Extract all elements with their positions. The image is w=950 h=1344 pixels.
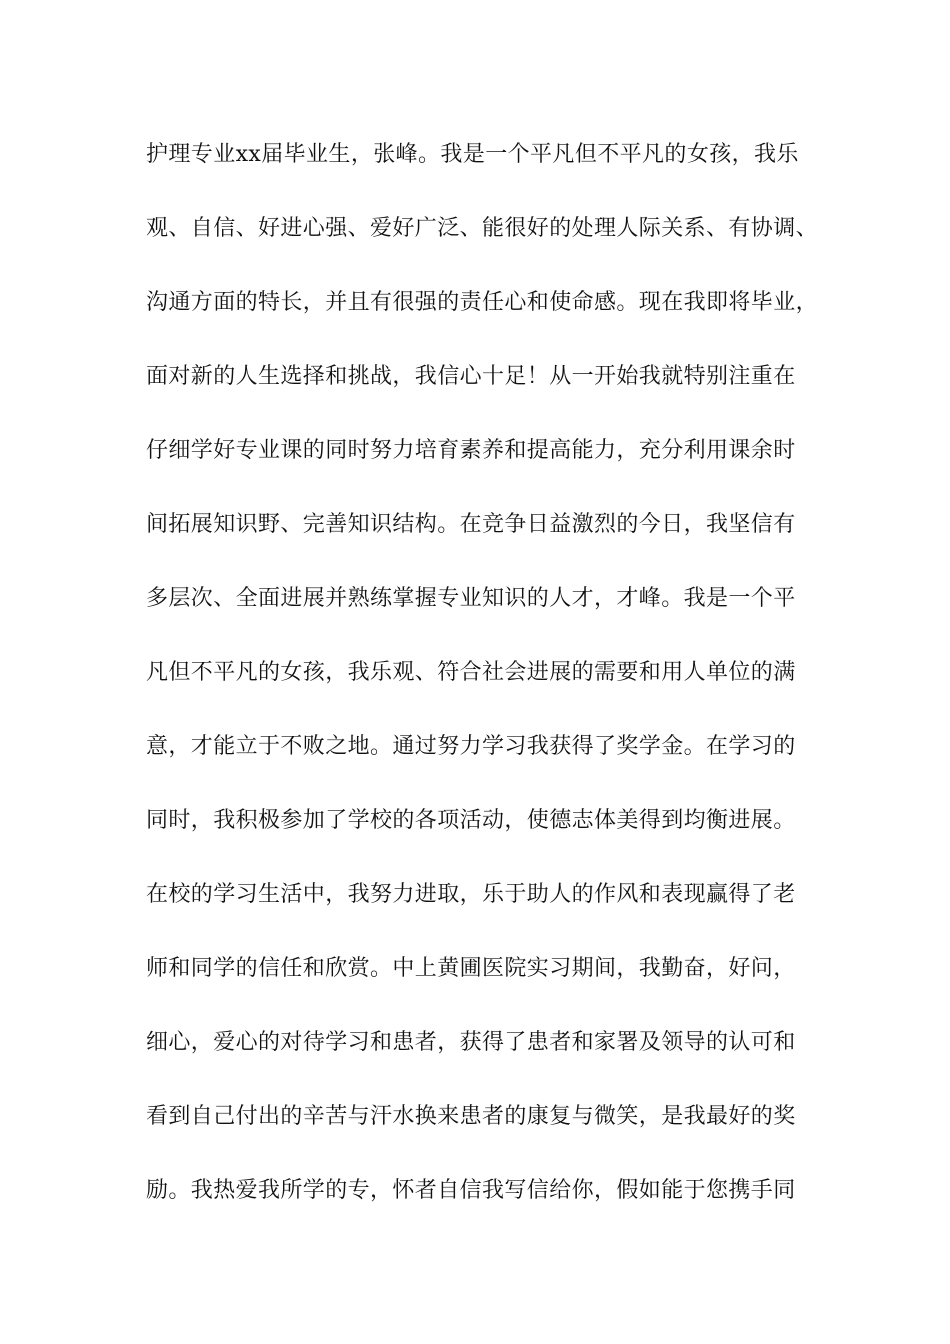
- paragraph-line-11: 在校的学习生活中，我努力进取，乐于助人的作风和表现赢得了老: [146, 882, 796, 907]
- paragraph-line-10: 同时，我积极参加了学校的各项活动，使德志体美得到均衡进展。: [146, 808, 796, 833]
- paragraph-line-2: 观、自信、好进心强、爱好广泛、能很好的处理人际关系、有协调、: [146, 216, 819, 241]
- paragraph-line-9: 意，才能立于不败之地。通过努力学习我获得了奖学金。在学习的: [146, 734, 796, 759]
- paragraph-line-14: 看到自己付出的辛苦与汗水换来患者的康复与微笑，是我最好的奖: [146, 1104, 796, 1129]
- paragraph-line-7: 多层次、全面进展并熟练掌握专业知识的人才，才峰。我是一个平: [146, 586, 796, 611]
- paragraph-line-8: 凡但不平凡的女孩，我乐观、符合社会进展的需要和用人单位的满: [146, 660, 796, 685]
- paragraph-line-12: 师和同学的信任和欣赏。中上黄圃医院实习期间，我勤奋，好问，: [146, 956, 796, 981]
- paragraph-line-5: 仔细学好专业课的同时努力培育素养和提高能力，充分利用课余时: [146, 438, 796, 463]
- paragraph-line-6: 间拓展知识野、完善知识结构。在竞争日益激烈的今日，我坚信有: [146, 512, 796, 537]
- paragraph-line-3: 沟通方面的特长，并且有很强的责任心和使命感。现在我即将毕业，: [146, 290, 819, 315]
- paragraph-line-1: 护理专业xx届毕业生，张峰。我是一个平凡但不平凡的女孩，我乐: [146, 142, 799, 167]
- paragraph-line-4: 面对新的人生选择和挑战，我信心十足！从一开始我就特别注重在: [146, 364, 796, 389]
- paragraph-line-15: 励。我热爱我所学的专，怀者自信我写信给你，假如能于您携手同: [146, 1178, 796, 1203]
- paragraph-line-13: 细心，爱心的对待学习和患者，获得了患者和家署及领导的认可和: [146, 1030, 796, 1055]
